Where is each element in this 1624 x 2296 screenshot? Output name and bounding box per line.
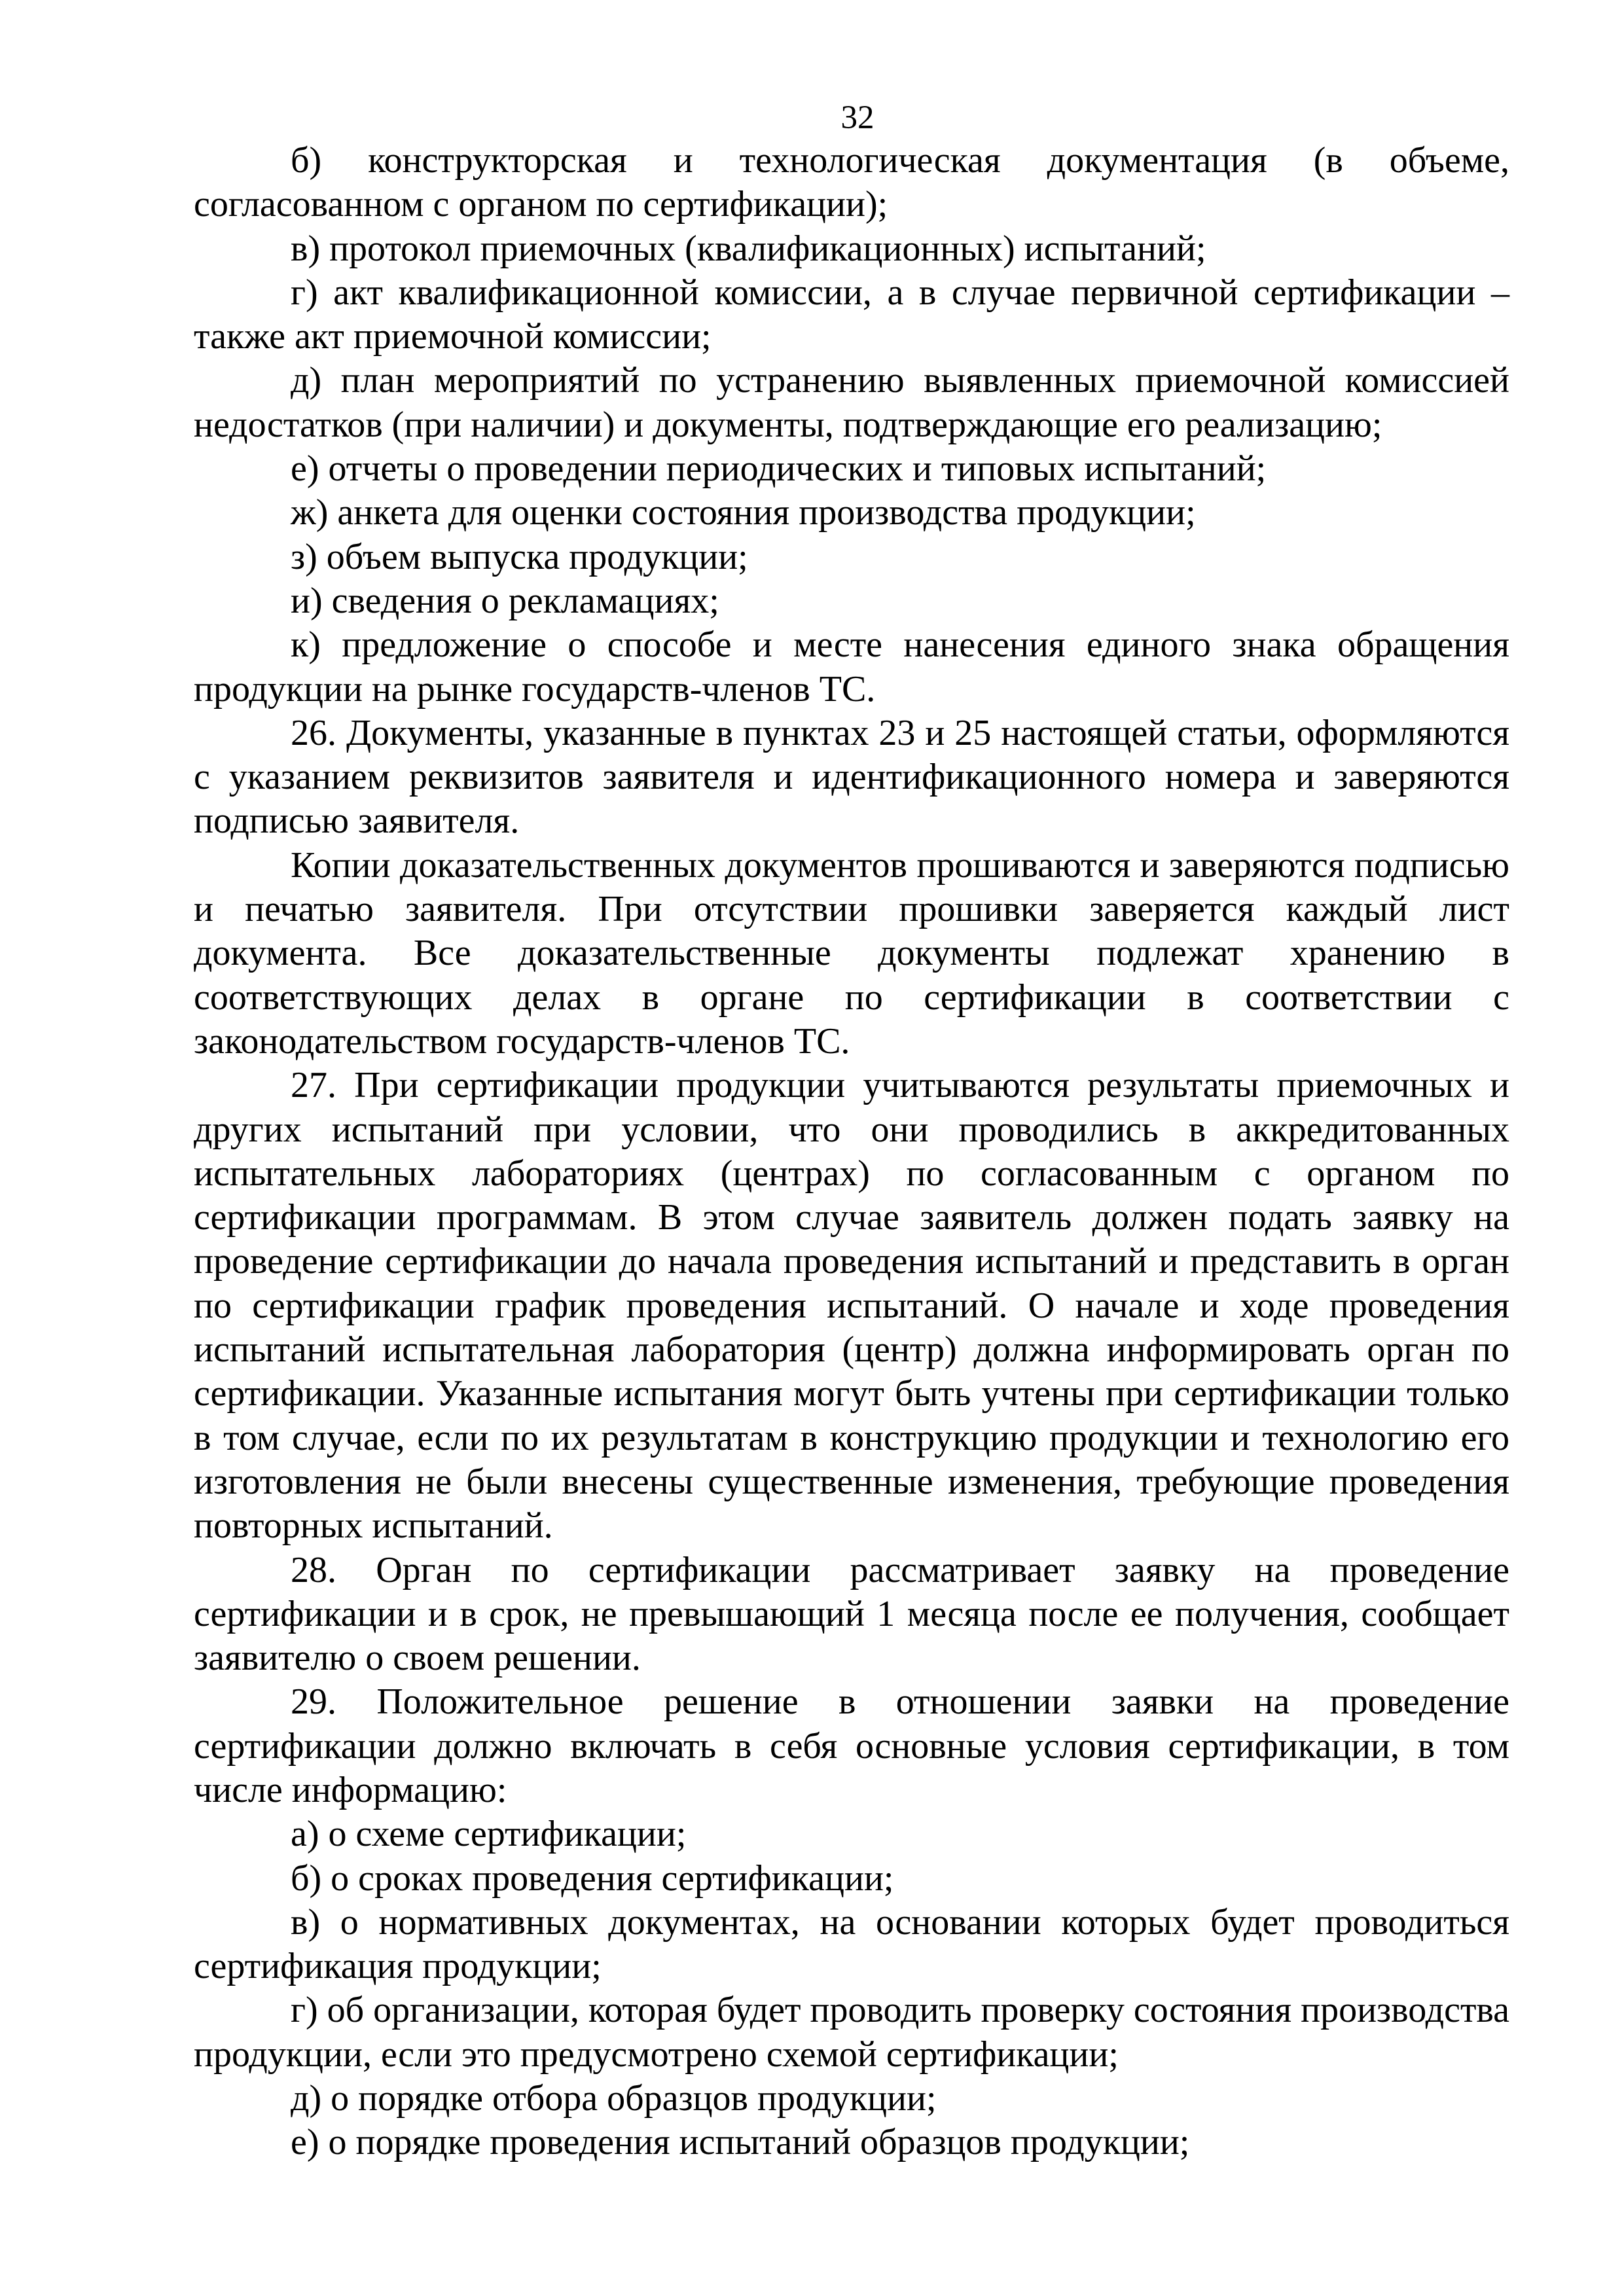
paragraph-item-e-test-reports: е) отчеты о проведении периодических и типовых испытаний; (291, 448, 1267, 490)
paragraph-item-a-scheme: а) о схеме сертификации; (291, 1814, 687, 1855)
page-body (194, 139, 1509, 2165)
paragraph-item-i-complaints: и) сведения о рекламациях; (291, 580, 719, 621)
paragraph-item-b-deadlines: б) о сроках проведения сертификации; (291, 1857, 894, 1899)
paragraph-item-g-organization: г) об организации, которая будет проводить проверку состояния производства продукции, если это предусмотрено схемой сертификации; (194, 1990, 1509, 2075)
paragraph-clause-26: 26. Документы, указанные в пунктах 23 и 25 настоящей статьи, оформляются с указанием реквизитов заявителя и идентификационного номера и заверяются подписью заявителя. (194, 712, 1509, 842)
paragraph-item-e-testing-procedure: е) о порядке проведения испытаний образцов продукции; (291, 2122, 1190, 2163)
paragraph-evidence-copies: Копии доказательственных документов прошиваются и заверяются подписью и печатью заявителя. При отсутствии прошивки заверяется каждый лист документа. Все доказательственные документы подлежат хранению в соответствующих делах в органе по сертификации в соответствии с законодательством государств-членов ТС. (194, 844, 1509, 1062)
paragraph-item-d-sampling: д) о порядке отбора образцов продукции; (291, 2078, 937, 2119)
paragraph-item-d-action-plan: д) план мероприятий по устранению выявленных приемочной комиссией недостатков (при наличии) и документы, подтверждающие его реализацию; (194, 360, 1509, 445)
paragraph-item-v-test-protocol: в) протокол приемочных (квалификационных) испытаний; (291, 228, 1206, 269)
paragraph-item-b-design-docs: б) конструкторская и технологическая документация (в объеме, согласованном с органом по сертификации); (194, 140, 1509, 225)
paragraph-clause-29: 29. Положительное решение в отношении заявки на проведение сертификации должно включать в себя основные условия сертификации, в том числе информацию: (194, 1681, 1509, 1810)
paragraph-clause-27: 27. При сертификации продукции учитываются результаты приемочных и других испытаний при условии, что они проводились в аккредитованных испытательных лабораториях (центрах) по согласованным с органом по сертификации программам. В этом случае заявитель должен подать заявку на проведение сертификации до начала проведения испытаний и представить в орган по сертификации график проведения испытаний. О начале и ходе проведения испытаний испытательная лаборатория (центр) должна информировать орган по сертификации. Указанные испытания могут быть учтены при сертификации только в том случае, если по их результатам в конструкцию продукции и технологию его изготовления не были внесены существенные изменения, требующие проведения повторных испытаний. (194, 1065, 1509, 1547)
paragraph-item-z-output-volume: з) объем выпуска продукции; (291, 536, 748, 577)
paragraph-clause-28: 28. Орган по сертификации рассматривает заявку на проведение сертификации и в срок, не превышающий 1 месяца после ее получения, сообщает заявителю о своем решении. (194, 1549, 1509, 1679)
paragraph-item-g-commission-act: г) акт квалификационной комиссии, а в случае первичной сертификации – также акт приемочной комиссии; (194, 272, 1509, 357)
paragraph-item-v-normative-docs: в) о нормативных документах, на основании которых будет проводиться сертификация продукции; (194, 1901, 1509, 1987)
paragraph-item-k-mark-proposal: к) предложение о способе и месте нанесения единого знака обращения продукции на рынке государств-членов ТС. (194, 624, 1509, 709)
page-number: 32 (840, 99, 875, 136)
paragraph-item-zh-questionnaire: ж) анкета для оценки состояния производства продукции; (291, 492, 1196, 533)
